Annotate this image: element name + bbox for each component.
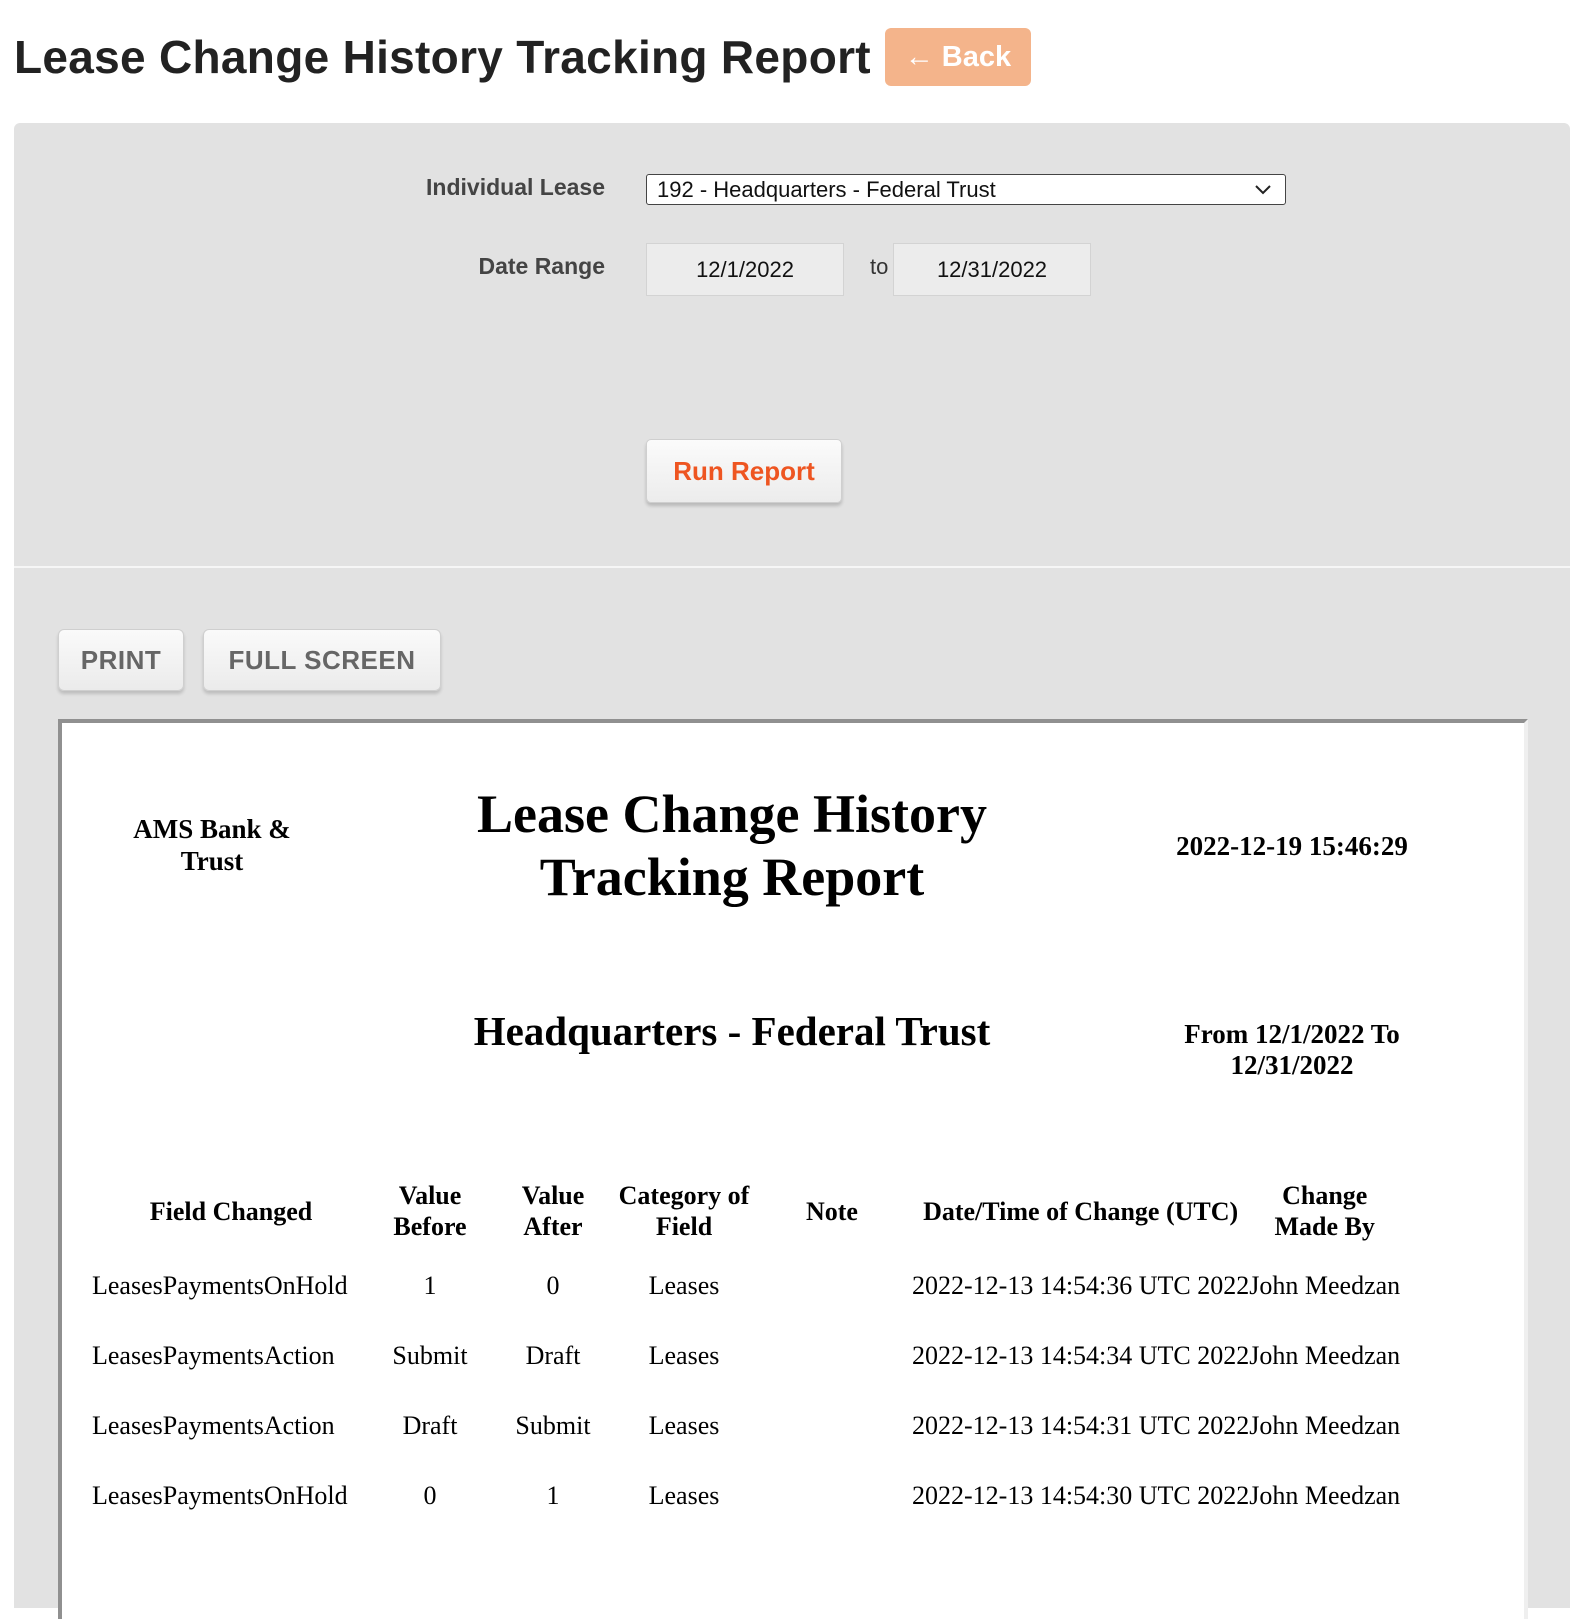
table-row	[92, 1461, 1400, 1531]
run-report-button[interactable]: Run Report	[646, 439, 842, 503]
cell-field-changed: LeasesPaymentsAction	[92, 1411, 335, 1440]
cell-field-changed: LeasesPaymentsOnHold	[92, 1481, 348, 1510]
date-to-separator: to	[870, 254, 889, 279]
column-header-change-made-by: Change Made By	[1274, 1181, 1375, 1241]
cell-change-made-by: John Meedzan	[1249, 1341, 1401, 1370]
column-header-note: Note	[806, 1196, 858, 1226]
cell-date-time: 2022-12-13 14:54:30 UTC 2022	[912, 1481, 1250, 1510]
date-from-input[interactable]: 12/1/2022	[646, 243, 844, 296]
cell-change-made-by: John Meedzan	[1249, 1481, 1401, 1510]
cell-category: Leases	[648, 1271, 720, 1300]
cell-value-before: Submit	[392, 1341, 468, 1370]
cell-value-before: Draft	[402, 1411, 458, 1440]
cell-value-after: 0	[546, 1271, 560, 1300]
section-divider	[14, 566, 1570, 568]
column-header-value-before: Value Before	[393, 1181, 467, 1241]
cell-field-changed: LeasesPaymentsOnHold	[92, 1271, 348, 1300]
table-header-row	[92, 1171, 1400, 1251]
report-date-range: From 12/1/2022 To 12/31/2022	[1184, 1019, 1400, 1080]
cell-date-time: 2022-12-13 14:54:36 UTC 2022	[912, 1271, 1250, 1300]
full-screen-button[interactable]: FULL SCREEN	[203, 629, 441, 691]
print-button[interactable]: PRINT	[58, 629, 184, 691]
report-panel	[14, 123, 1570, 1608]
table-row	[92, 1391, 1400, 1461]
cell-value-before: 1	[423, 1271, 437, 1300]
cell-date-time: 2022-12-13 14:54:34 UTC 2022	[912, 1341, 1250, 1370]
page-title: Lease Change History Tracking Report	[14, 31, 871, 83]
individual-lease-value: 192 - Headquarters - Federal Trust	[657, 176, 996, 202]
cell-value-before: 0	[423, 1481, 437, 1510]
column-header-date-time: Date/Time of Change (UTC)	[923, 1196, 1239, 1226]
cell-note	[752, 1461, 912, 1531]
report-lease-name: Headquarters - Federal Trust	[473, 1008, 991, 1054]
date-to-input[interactable]: 12/31/2022	[893, 243, 1091, 296]
cell-category: Leases	[648, 1481, 720, 1510]
cell-value-after: 1	[546, 1481, 560, 1510]
individual-lease-select[interactable]	[646, 174, 1286, 205]
cell-category: Leases	[648, 1341, 720, 1370]
cell-change-made-by: John Meedzan	[1249, 1411, 1401, 1440]
cell-value-after: Submit	[515, 1411, 591, 1440]
cell-category: Leases	[648, 1411, 720, 1440]
cell-note	[752, 1321, 912, 1391]
report-viewer	[58, 719, 1528, 1619]
report-generated-timestamp: 2022-12-19 15:46:29	[1176, 831, 1408, 861]
report-title: Lease Change History Tracking Report	[477, 784, 987, 907]
cell-change-made-by: John Meedzan	[1249, 1271, 1401, 1300]
change-history-table	[92, 1171, 1400, 1531]
chevron-down-icon	[1253, 178, 1273, 200]
cell-note	[752, 1251, 912, 1321]
column-header-value-after: Value After	[521, 1181, 585, 1241]
table-row	[92, 1251, 1400, 1321]
page-header	[14, 26, 1031, 88]
cell-note	[752, 1391, 912, 1461]
cell-field-changed: LeasesPaymentsAction	[92, 1341, 335, 1370]
individual-lease-label: Individual Lease	[426, 174, 605, 200]
column-header-category: Category of Field	[618, 1181, 750, 1241]
back-button[interactable]: ← Back	[885, 28, 1031, 86]
date-range-label: Date Range	[478, 253, 605, 279]
cell-value-after: Draft	[525, 1341, 581, 1370]
cell-date-time: 2022-12-13 14:54:31 UTC 2022	[912, 1411, 1250, 1440]
table-row	[92, 1321, 1400, 1391]
report-company-name: AMS Bank & Trust	[133, 814, 291, 876]
column-header-field-changed: Field Changed	[149, 1196, 313, 1226]
